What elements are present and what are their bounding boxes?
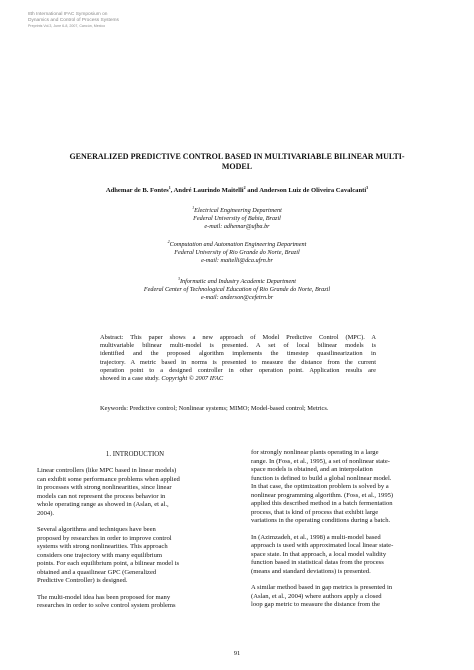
text-line: can exhibit some performance problems when applied <box>37 475 180 483</box>
author-3-sup: 3 <box>366 185 369 190</box>
text-line: Several algorithms and techniques have been <box>37 526 156 533</box>
left-column <box>37 450 233 611</box>
author-1-sup: 1 <box>168 185 171 190</box>
author-sep-1: , <box>170 187 174 195</box>
title-line-1: GENERALIZED PREDICTIVE CONTROL BASED IN MULTIVARIABLE BILINEAR MULTI- <box>69 152 405 161</box>
abstract-line: operation point to a designed controller in other operation point. Application results are <box>100 366 376 374</box>
text-line: nonlinear programming algorithm. (Foss, et al., 1995) <box>251 491 394 499</box>
text-line: In (Azimzadeh, et al., 1998) a multi-model based <box>251 533 381 541</box>
text-line: space state. In that approach, a local model validity <box>251 550 387 558</box>
text-line: In that case, the optimization problem is solved by a <box>251 483 389 490</box>
text-line: points. For each equilibrium point, a bilinear model is <box>37 560 180 567</box>
header-line-3: Preprints Vol.3, June 6-8, 2007, Cancún, Mexico <box>28 24 106 28</box>
text-line: approach is used with approximated local linear state- <box>251 542 394 549</box>
affiliation-1 <box>40 204 434 230</box>
text-line: function is defined to build a global nonlinear model. <box>251 474 392 482</box>
abstract-line: multivariable bilinear multi-model is presented. A set of local bilinear models is <box>100 342 376 350</box>
author-3: Anderson Luiz de Oliveira Cavalcanti <box>259 187 367 195</box>
text-line: A similar method based in gap metrics is presented in <box>251 584 393 591</box>
paper-title <box>50 152 424 172</box>
affiliation-1-inst: Federal University of Bahia, Brazil <box>193 214 281 222</box>
text-line: considers one trajectory with many equilibrium <box>37 551 163 559</box>
abstract-line: Abstract: This paper shows a new approach of Model Predictive Control (MPC). A <box>100 334 376 341</box>
text-line: whole operating range as showed in (Aslan, et al., <box>37 501 169 508</box>
right-column <box>251 449 447 610</box>
author-2: André Laurindo Maitelli <box>173 187 244 195</box>
abstract-line: trajectory. A metric based in norms is presented to measure the distance from the current <box>100 358 376 366</box>
text-line: applied this described method in a batch fermentation <box>251 500 393 507</box>
text-line: function based in statistical datas from the process <box>251 559 384 566</box>
text-line: process, that is kind of process that exhibit large <box>251 508 379 516</box>
text-line: variations in the operating conditions during a batch. <box>251 517 391 524</box>
page-number: 91 <box>233 650 241 657</box>
abstract-line: identified and the proposed algorithm implements the timestep quasilinearization in <box>100 350 376 358</box>
text-line: systems with strong nonlinearities. This approach <box>37 543 168 550</box>
text-line: (Aslan, et al., 2004) where authors apply a closed <box>251 592 382 600</box>
title-line-2: MODEL <box>221 162 253 171</box>
affiliation-3-sup: 3 <box>177 276 180 281</box>
affiliation-3-dept: Informatic and Industry Academic Department <box>179 278 297 286</box>
text-line: for strongly nonlinear plants operating in a large <box>251 449 379 456</box>
author-2-sup: 2 <box>243 185 246 190</box>
text-line: in processes with strong nonlinearities, since linear <box>37 484 172 491</box>
abstract <box>100 334 376 383</box>
affiliation-2-dept: Computation and Automation Engineering Department <box>169 241 307 249</box>
text-line: space models is obtained, and an interpolation <box>251 466 373 473</box>
affiliation-2 <box>40 238 434 264</box>
text-line: proposed by researches in order to improve control <box>37 534 172 542</box>
affiliation-3-email: e-mail: anderson@cefetrn.br <box>200 293 274 301</box>
section-heading-introduction: 1. INTRODUCTION <box>105 451 165 458</box>
affiliation-2-inst: Federal University of Rio Grande do Norte, Brazil <box>174 248 300 256</box>
affiliation-3-inst: Federal Center of Technological Education of Rio Grande do Norte, Brazil <box>143 285 331 293</box>
affiliation-3 <box>40 275 434 301</box>
header-line-2: Dynamics and Control of Process Systems <box>28 18 119 23</box>
affiliation-1-email: e-mail: adhemar@ufba.br <box>204 222 270 230</box>
text-line: 2004). <box>37 509 55 517</box>
affiliation-2-sup: 2 <box>167 239 170 244</box>
affiliation-1-dept: Electrical Engineering Department <box>194 207 282 215</box>
text-line: models can not represent the process behavior in <box>37 492 166 500</box>
text-line: Linear controllers (like MPC based in linear models) <box>37 467 177 474</box>
text-line: The multi-model idea has been proposed for many <box>37 593 171 601</box>
text-line: loop gap metric to measure the distance from the <box>251 601 380 608</box>
author-list <box>30 183 444 195</box>
author-sep-2: and <box>245 187 260 195</box>
author-1: Adhemar de B. Fontes <box>105 187 169 195</box>
text-line: (means and standard deviations) is presented. <box>251 567 371 575</box>
header-line-1: 8th International IFAC Symposium on <box>28 12 108 17</box>
keywords: Keywords: Predictive control; Nonlinear systems; MIMO; Model-based control; Metrics. <box>100 405 329 412</box>
text-line: range. In (Foss, et al., 1995), a set of nonlinear state- <box>251 457 390 465</box>
text-line: researches in order to solve control system problems <box>37 602 176 609</box>
copyright-notice: Copyright © 2007 IFAC <box>161 375 224 383</box>
text-line: Predictive Controller) is designed. <box>37 577 128 584</box>
conference-header <box>28 12 228 29</box>
affiliation-1-sup: 1 <box>192 205 195 210</box>
text-line: obtained and a quasilinear GPC (Generalized <box>37 568 157 576</box>
abstract-last-line: showed in a case study. <box>100 375 162 383</box>
affiliation-2-email: e-mail: maitelli@dca.ufrn.br <box>201 256 273 264</box>
